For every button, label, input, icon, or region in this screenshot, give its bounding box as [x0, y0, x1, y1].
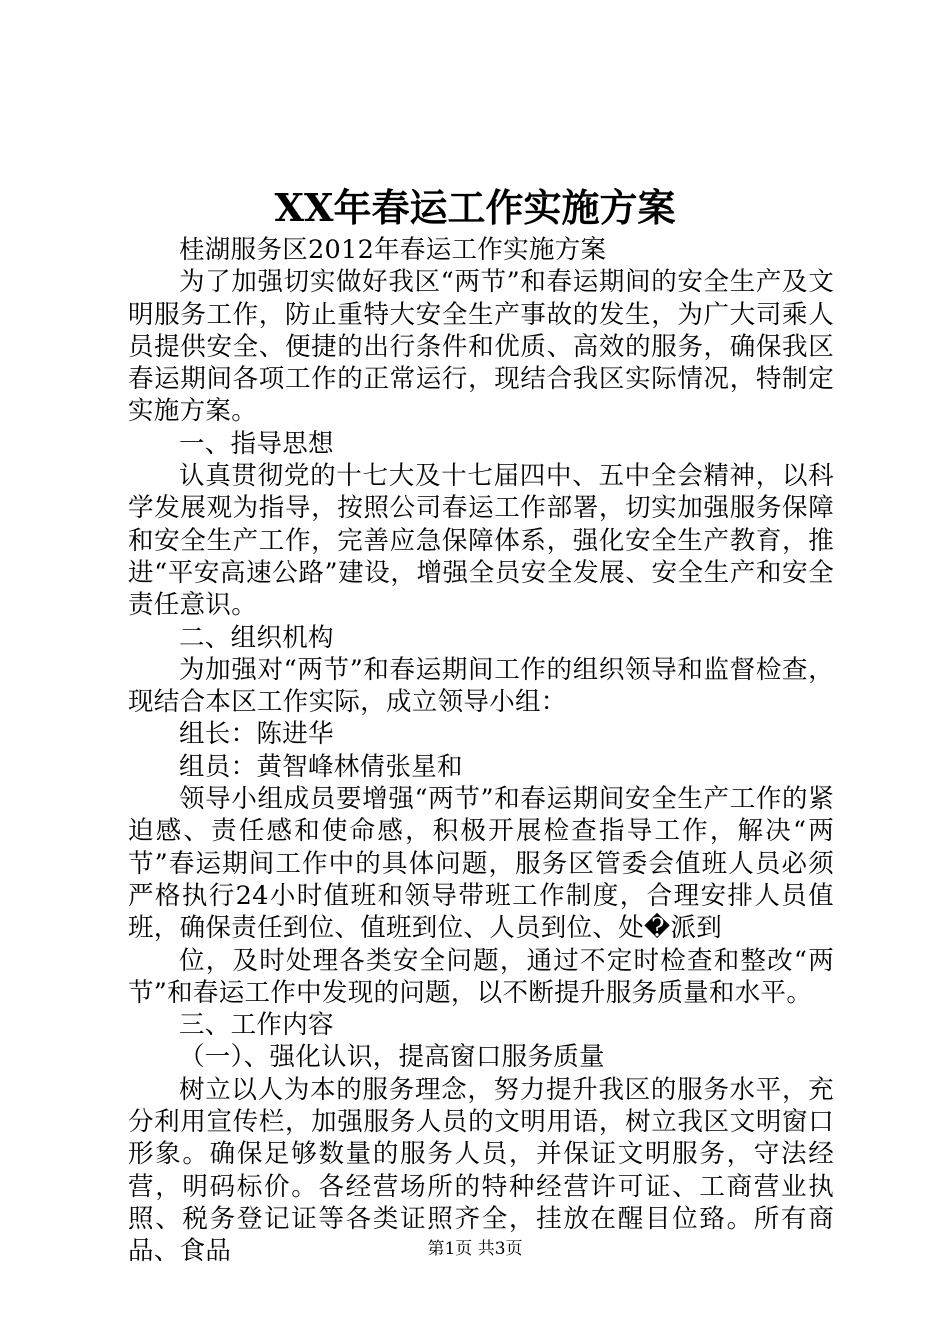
heading-organization: 二、组织机构 [179, 622, 334, 653]
page-number: 第1页 共3页 [427, 1239, 523, 1259]
paragraph-leader: 组长：陈进华 [179, 719, 334, 750]
paragraph-subtitle: 桂湖服务区2012年春运工作实施方案 [179, 235, 607, 265]
paragraph-responsibilities-continued: 位，及时处理各类安全问题，通过不定时检查和整改“两节”和春运工作中发现的问题，以不断提升服务质量和水平。 [128, 945, 834, 1008]
paragraph-responsibilities: 领导小组成员要增强“两节”和春运期间安全生产工作的紧迫感、责任感和使命感，积极开展检查指导工作，解决“两节”春运期间工作中的具体问题，服务区管委会值班人员必须严格执行24小时值班和领导带班工作制度，合理安排人员值班，确保责任到位、值班到位、人员到位、处�派到 [128, 784, 834, 944]
document-body [128, 234, 834, 1268]
paragraph-service-quality: 树立以人为本的服务理念，努力提升我区的服务水平，充分利用宣传栏，加强服务人员的文明用语，树立我区文明窗口形象。确保足够数量的服务人员，并保证文明服务，守法经营，明码标价。各经营场所的特种经营许可证、工商营业执照、税务登记证等各类证照齐全，挂放在醒目位臵。所有商品、食品 [128, 1074, 834, 1267]
paragraph-members: 组员：黄智峰林倩张星和 [179, 751, 463, 782]
heading-guiding-ideology: 一、指导思想 [179, 428, 334, 459]
heading-work-content: 三、工作内容 [179, 1010, 334, 1041]
paragraph-intro: 为了加强切实做好我区“两节”和春运期间的安全生产及文明服务工作，防止重特大安全生产事故的发生，为广大司乘人员提供安全、便捷的出行条件和优质、高效的服务，确保我区春运期间各项工作的正常运行，现结合我区实际情况，特制定实施方案。 [128, 267, 834, 427]
document-title: XX年春运工作实施方案 [274, 185, 676, 230]
subheading-service-quality: （一）、强化认识，提高窗口服务质量 [179, 1042, 605, 1073]
paragraph-guiding-ideology: 认真贯彻党的十七大及十七届四中、五中全会精神，以科学发展观为指导，按照公司春运工作部署，切实加强服务保障和安全生产工作，完善应急保障体系，强化安全生产教育，推进“平安高速公路”建设，增强全员安全发展、安全生产和安全责任意识。 [128, 461, 834, 621]
paragraph-organization: 为加强对“两节”和春运期间工作的组织领导和监督检查，现结合本区工作实际，成立领导小组： [128, 654, 834, 718]
